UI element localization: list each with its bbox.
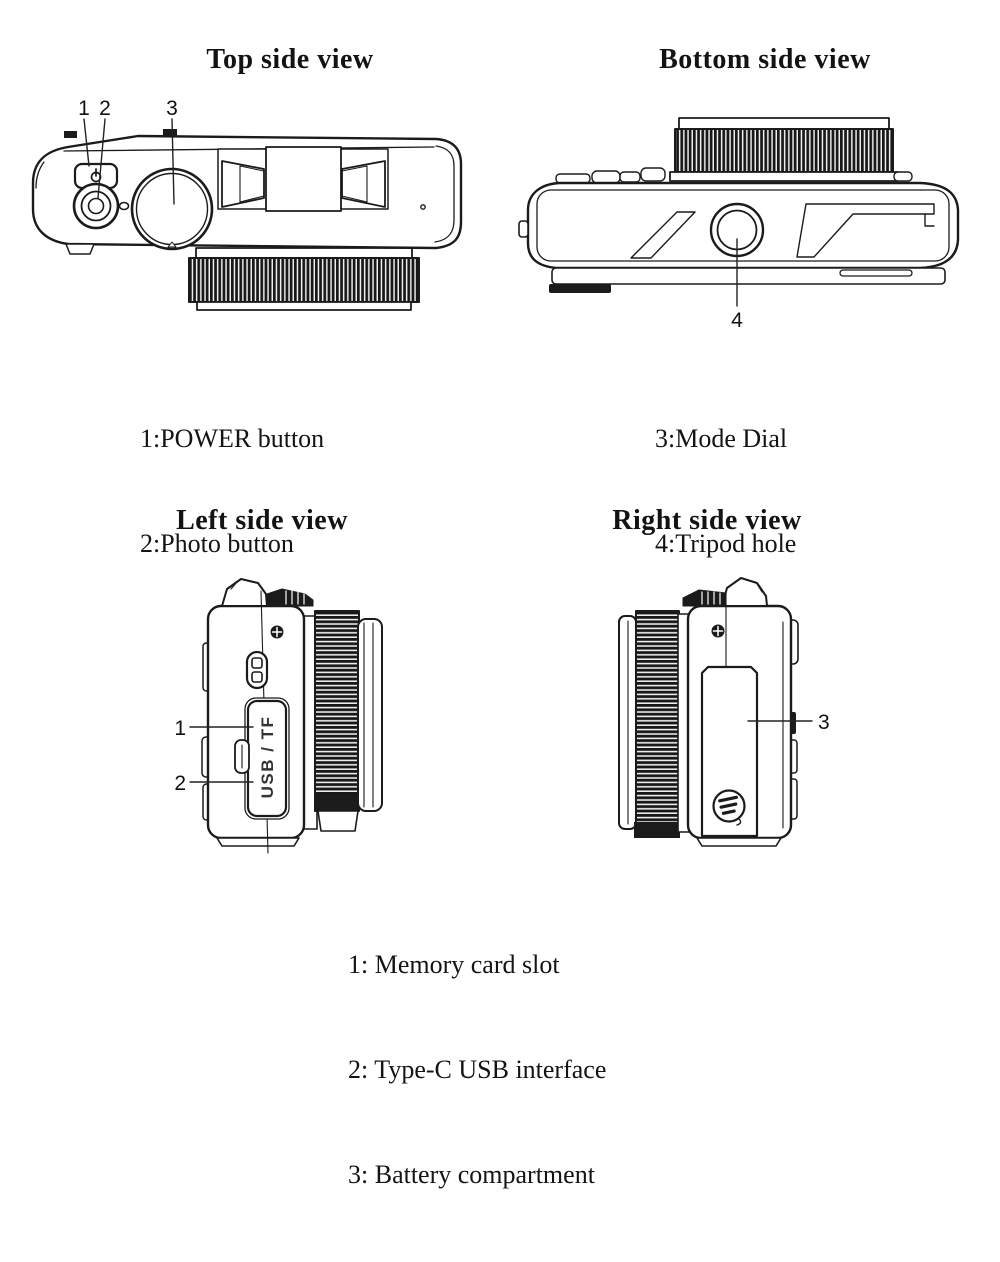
lens-barrel-right-icon [619, 611, 691, 838]
legend-item-memory-card-slot: 1: Memory card slot [348, 950, 560, 979]
callout-number-2: 2 [99, 97, 111, 120]
callout-number-3: 3 [166, 97, 178, 120]
flash-assembly [218, 147, 388, 211]
legend-upper-right [655, 351, 796, 631]
photo-button [74, 184, 118, 228]
right-view-title: Right side view [612, 505, 802, 536]
lens-barrel-top-icon [189, 248, 419, 310]
bottom-view-drawing [519, 118, 958, 332]
left-view-title: Left side view [176, 505, 348, 536]
callout-number-4: 4 [731, 309, 743, 332]
legend-upper-left [140, 351, 324, 631]
lens-barrel-bottom-icon [670, 118, 898, 181]
legend-item-tripod-hole: 4:Tripod hole [655, 529, 797, 558]
legend-item-usb-interface: 2: Type-C USB interface [348, 1055, 607, 1084]
callout-number-1-left: 1 [174, 717, 186, 740]
legend-item-power-button: 1:POWER button [140, 424, 325, 453]
port-latch [235, 740, 249, 773]
top-view-drawing [33, 97, 461, 310]
mode-dial [132, 169, 212, 249]
strap-lug [247, 652, 267, 688]
base-slot [840, 270, 912, 276]
left-view-baseplate [217, 838, 299, 846]
bottom-view-title: Bottom side view [659, 44, 871, 75]
base-foot [549, 284, 611, 293]
usb-tf-port-cover [245, 698, 289, 819]
legend-item-mode-dial: 3:Mode Dial [655, 424, 788, 453]
right-view-baseplate [697, 838, 781, 846]
legend-lower [348, 877, 606, 1262]
callout-number-1: 1 [78, 97, 90, 120]
usb-tf-label: USB / TF [258, 715, 277, 799]
top-view-title: Top side view [206, 44, 374, 75]
legend-item-photo-button: 2:Photo button [140, 529, 294, 558]
callout-number-2-left: 2 [174, 772, 186, 795]
lens-barrel-left-icon [300, 611, 382, 831]
callout-number-3-right: 3 [818, 711, 830, 734]
legend-item-battery-compartment: 3: Battery compartment [348, 1160, 595, 1189]
